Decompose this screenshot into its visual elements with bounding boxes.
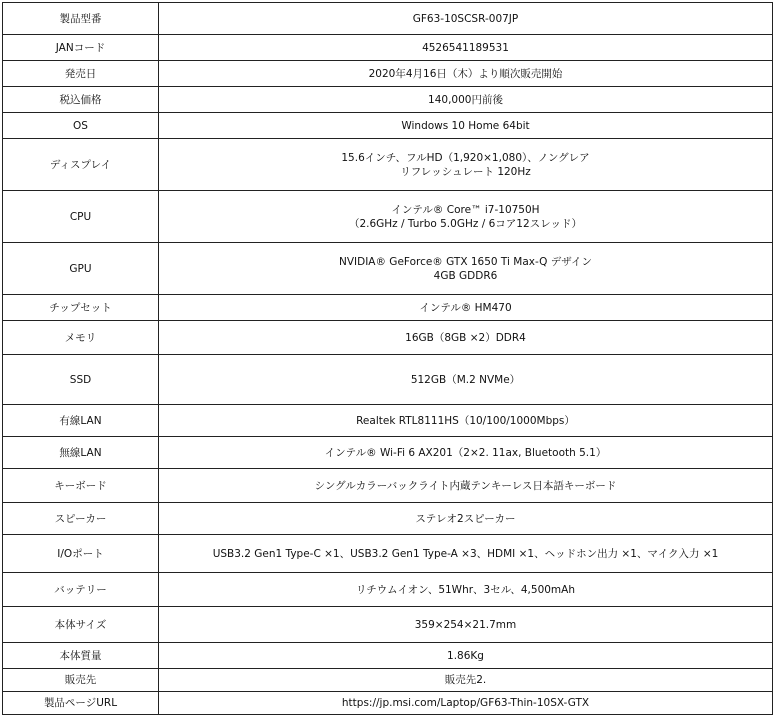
row-value: 2020年4月16日（木）より順次販売開始: [159, 61, 773, 87]
row-label: GPU: [3, 243, 159, 295]
row-label: CPU: [3, 191, 159, 243]
table-row: [3, 535, 773, 573]
table-row: [3, 405, 773, 437]
table-row: [3, 243, 773, 295]
table-row: [3, 3, 773, 35]
row-label: OS: [3, 113, 159, 139]
row-label: 有線LAN: [3, 405, 159, 437]
row-label: 製品ページURL: [3, 692, 159, 715]
row-label: 本体質量: [3, 643, 159, 669]
table-row: [3, 35, 773, 61]
row-value: インテル® Wi-Fi 6 AX201（2×2. 11ax, Bluetooth 5.1）: [159, 437, 773, 469]
row-value: インテル® Core™ i7-10750H （2.6GHz / Turbo 5.0GHz / 6コア12スレッド）: [159, 191, 773, 243]
table-row: [3, 87, 773, 113]
table-row: [3, 692, 773, 715]
row-label: スピーカー: [3, 503, 159, 535]
row-value: 15.6インチ、フルHD（1,920×1,080）、ノングレア リフレッシュレート 120Hz: [159, 139, 773, 191]
row-value: 販売先2.: [159, 669, 773, 692]
row-label: チップセット: [3, 295, 159, 321]
row-value: https://jp.msi.com/Laptop/GF63-Thin-10SX-GTX: [159, 692, 773, 715]
row-label: バッテリー: [3, 573, 159, 607]
table-row: [3, 573, 773, 607]
row-label: 無線LAN: [3, 437, 159, 469]
row-value: NVIDIA® GeForce® GTX 1650 Ti Max-Q デザイン 4GB GDDR6: [159, 243, 773, 295]
row-label: キーボード: [3, 469, 159, 503]
row-label: ディスプレイ: [3, 139, 159, 191]
table-row: [3, 437, 773, 469]
row-value: 359×254×21.7mm: [159, 607, 773, 643]
row-value: シングルカラーバックライト内蔵テンキーレス日本語キーボード: [159, 469, 773, 503]
table-row: [3, 113, 773, 139]
table-row: [3, 321, 773, 355]
table-row: [3, 643, 773, 669]
row-value: 1.86Kg: [159, 643, 773, 669]
table-row: [3, 607, 773, 643]
row-value: GF63-10SCSR-007JP: [159, 3, 773, 35]
table-row: [3, 355, 773, 405]
row-label: メモリ: [3, 321, 159, 355]
row-label: 税込価格: [3, 87, 159, 113]
row-value: 16GB（8GB ×2）DDR4: [159, 321, 773, 355]
row-label: SSD: [3, 355, 159, 405]
row-value: 4526541189531: [159, 35, 773, 61]
table-row: [3, 469, 773, 503]
row-value: 140,000円前後: [159, 87, 773, 113]
row-label: 発売日: [3, 61, 159, 87]
row-value: Windows 10 Home 64bit: [159, 113, 773, 139]
table-row: [3, 295, 773, 321]
table-row: [3, 503, 773, 535]
table-row: [3, 61, 773, 87]
table-row: [3, 191, 773, 243]
row-value: 512GB（M.2 NVMe）: [159, 355, 773, 405]
row-label: 販売先: [3, 669, 159, 692]
row-label: I/Oポート: [3, 535, 159, 573]
table-row: [3, 139, 773, 191]
row-value: リチウムイオン、51Whr、3セル、4,500mAh: [159, 573, 773, 607]
row-label: 製品型番: [3, 3, 159, 35]
row-label: JANコード: [3, 35, 159, 61]
row-label: 本体サイズ: [3, 607, 159, 643]
table-row: [3, 669, 773, 692]
row-value: インテル® HM470: [159, 295, 773, 321]
row-value: ステレオ2スピーカー: [159, 503, 773, 535]
spec-table: [2, 2, 773, 715]
row-value: USB3.2 Gen1 Type-C ×1、USB3.2 Gen1 Type-A ×3、HDMI ×1、ヘッドホン出力 ×1、マイク入力 ×1: [159, 535, 773, 573]
row-value: Realtek RTL8111HS（10/100/1000Mbps）: [159, 405, 773, 437]
